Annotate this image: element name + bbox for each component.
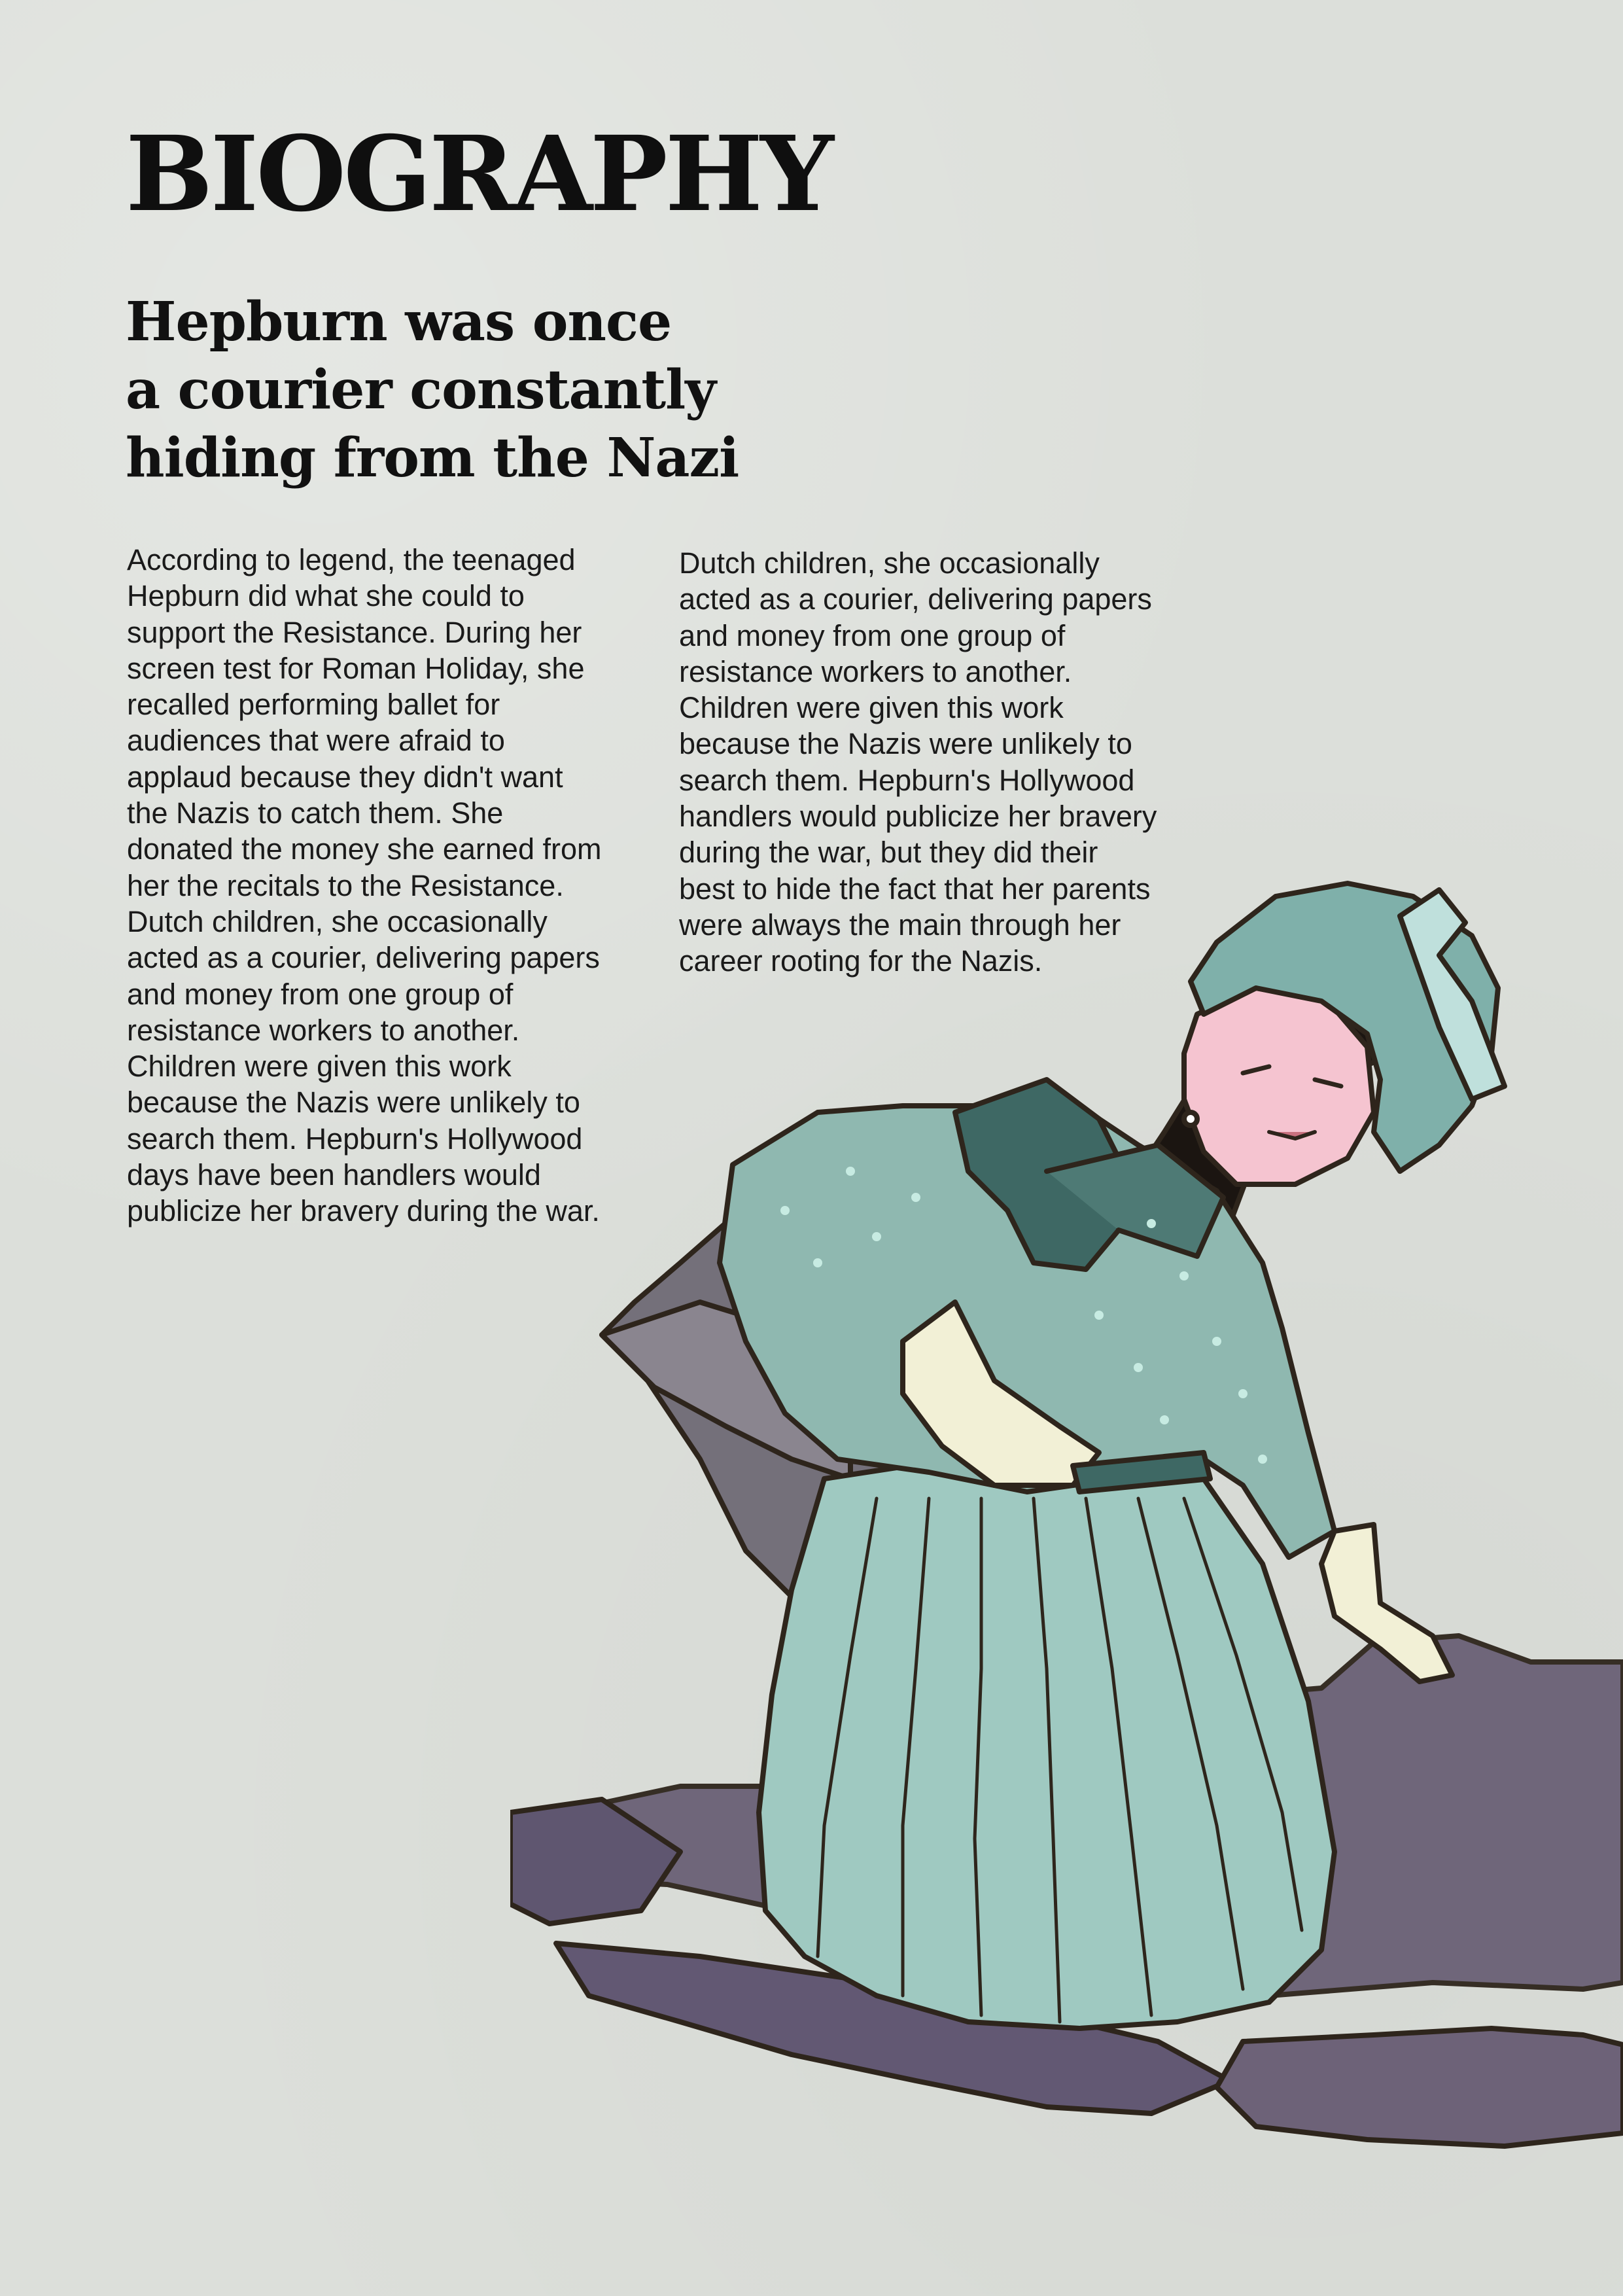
text-line: support the Resistance. During her: [127, 615, 582, 649]
floor-paper: [1217, 2028, 1623, 2146]
text-line: Dutch children, she occasionally: [127, 904, 548, 938]
text-line: were always the main through her: [679, 908, 1121, 942]
text-line: because the Nazis were unlikely to: [127, 1086, 580, 1120]
text-line: recalled performing ballet for: [127, 688, 500, 722]
text-line: According to legend, the teenaged: [127, 543, 576, 576]
text-line: search them. Hepburn's Hollywood: [127, 1122, 583, 1156]
text-line: her the recitals to the Resistance.: [127, 868, 564, 902]
text-line: handlers would publicize her bravery: [679, 800, 1157, 834]
text-line: applaud because they didn't want: [127, 760, 563, 794]
text-line: donated the money she earned from: [127, 832, 602, 866]
text-line: Children were given this work: [127, 1050, 512, 1084]
earring: [1184, 1112, 1197, 1125]
text-line: during the war, but they did their: [679, 836, 1098, 870]
text-line: audiences that were afraid to: [127, 724, 505, 758]
text-line: publicize her bravery during the war.: [127, 1194, 600, 1228]
text-line: Hepburn did what she could to: [127, 579, 525, 613]
text-line: the Nazis to catch them. She: [127, 796, 504, 830]
text-line: resistance workers to another.: [127, 1013, 520, 1047]
text-line: because the Nazis were unlikely to: [679, 727, 1132, 761]
text-line: career rooting for the Nazis.: [679, 944, 1043, 978]
text-line: Dutch children, she occasionally: [679, 546, 1100, 580]
subtitle-line: a courier constantly: [126, 359, 716, 421]
text-line: days have been handlers would: [127, 1158, 541, 1192]
subtitle-line: Hepburn was once: [126, 291, 672, 353]
text-line: and money from one group of: [679, 618, 1066, 652]
page-subtitle: [126, 288, 739, 492]
text-line: acted as a courier, delivering papers: [679, 582, 1152, 616]
subtitle-line: hiding from the Nazi: [126, 427, 739, 489]
text-line: Children were given this work: [679, 691, 1064, 725]
courier-woman-illustration: [510, 805, 1623, 2218]
text-line: resistance workers to another.: [679, 654, 1072, 688]
text-line: acted as a courier, delivering papers: [127, 941, 600, 975]
text-line: screen test for Roman Holiday, she: [127, 651, 585, 685]
text-line: and money from one group of: [127, 977, 514, 1011]
text-line: search them. Hepburn's Hollywood: [679, 763, 1135, 797]
skirt: [759, 1466, 1335, 2028]
text-line: best to hide the fact that her parents: [679, 872, 1151, 906]
page-title: BIOGRAPHY: [126, 114, 831, 235]
